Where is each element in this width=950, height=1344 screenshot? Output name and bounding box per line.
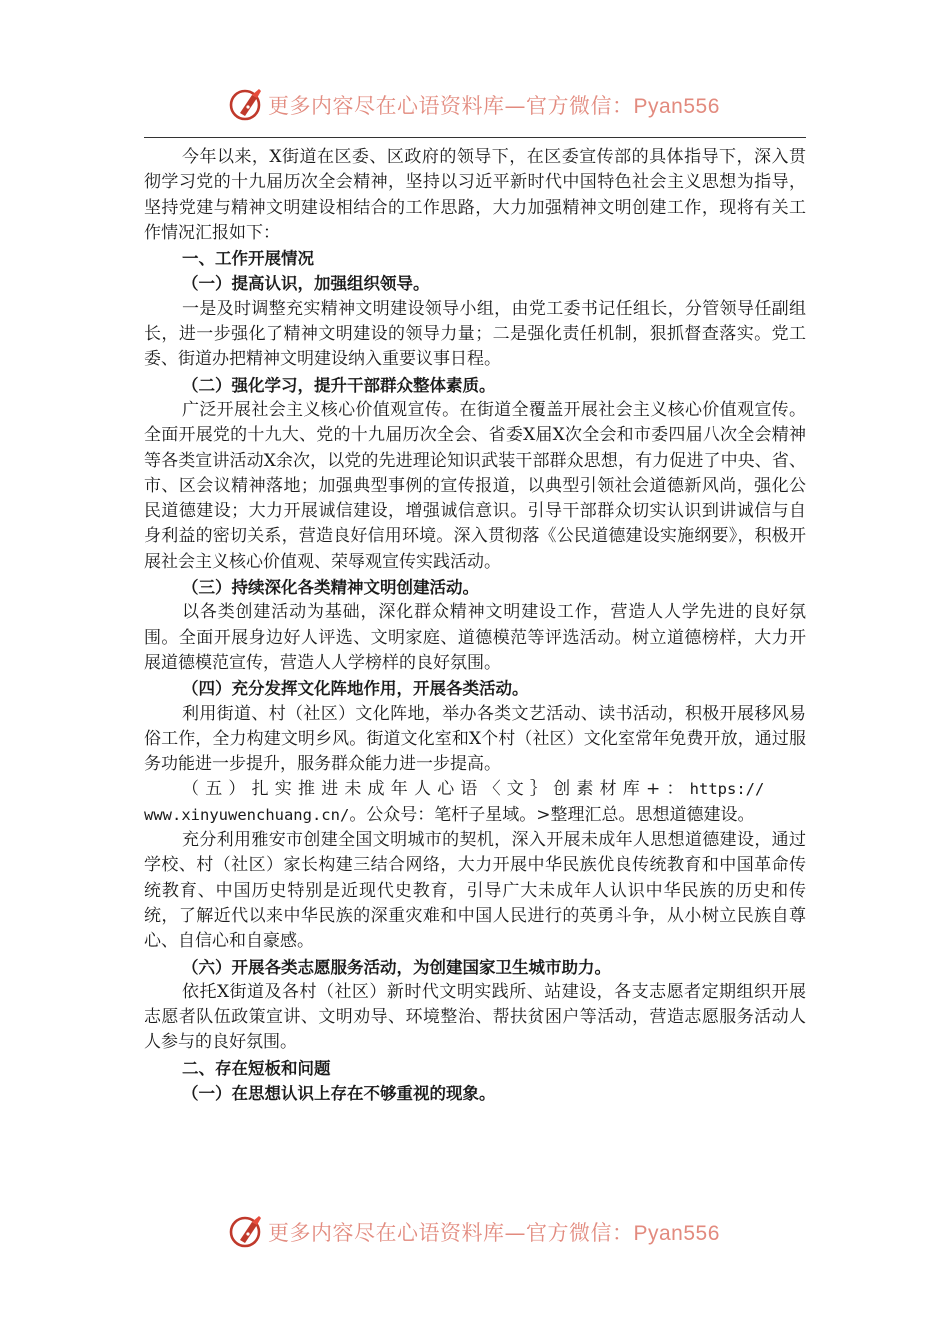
section-4-text: 利用街道、村（社区）文化阵地，举办各类文艺活动、读书活动，积极开展移风易俗工作，全力构建文明乡风。街道文化室和X个村（社区）文化室常年免费开放，通过服务功能进一步提升，服务群众能力进一步提高。: [144, 703, 806, 775]
banner-text: 更多内容尽在心语资料库—官方微信：Pyan556: [268, 1221, 720, 1245]
section-3-title: （三）持续深化各类精神文明创建活动。: [182, 578, 479, 598]
section-1-title: （一）提高认识，加强组织领导。: [182, 274, 430, 294]
problem-1-title: （一）在思想认识上存在不够重视的现象。: [182, 1083, 496, 1103]
section-6-title: （六）开展各类志愿服务活动，为创建国家卫生城市助力。: [182, 957, 611, 977]
heading-1: 一、工作开展情况: [182, 249, 314, 269]
section-1-text: 一是及时调整充实精神文明建设领导小组，由党工委书记任组长，分管领导任副组长，进一步强化了精神文明建设的领导力量；二是强化责任机制，狠抓督查落实。党工委、街道办把精神文明建设纳入重要议事日程。: [144, 298, 806, 370]
section-5-url: www.xinyuwenchuang.cn/: [144, 805, 350, 824]
section-5-heading-line-2: www.xinyuwenchuang.cn/。公众号：笔杆子星域。>整理汇总。思想道德建设。: [144, 804, 755, 825]
section-2-text: 广泛开展社会主义核心价值观宣传。在街道全覆盖开展社会主义核心价值观宣传。全面开展党的十九大、党的十九届历次全会、省委X届X次全会和市委四届八次全会精神等各类宣讲活动X余次，以党的先进理论知识武装干部群众思想，有力促进了中央、省、市、区会议精神落地；加强典型事例的宣传报道，以典型引领社会道德新风尚，强化公民道德建设；大力开展诚信建设，增强诚信意识。引导干部群众切实认识到讲诚信与自身利益的密切关系，营造良好信用环境。深入贯彻落《公民道德建设实施纲要》，积极开展社会主义核心价值观、荣辱观宣传实践活动。: [144, 399, 806, 572]
intro-paragraph: 今年以来，X街道在区委、区政府的领导下，在区委宣传部的具体指导下，深入贯彻学习党的十九届历次全会精神，坚持以习近平新时代中国特色社会主义思想为指导，坚持党建与精神文明建设相结合的工作思路，大力加强精神文明创建工作，现将有关工作情况汇报如下：: [144, 147, 806, 243]
wechat-id: Pyan556: [633, 1222, 720, 1245]
footer-banner: [0, 1211, 950, 1251]
banner-text: 更多内容尽在心语资料库—官方微信：Pyan556: [268, 94, 720, 118]
wechat-id: Pyan556: [633, 95, 720, 118]
section-5-url-start: https://: [689, 780, 765, 799]
pen-nib-circle-icon: [228, 1213, 264, 1249]
header-banner: [0, 84, 950, 124]
section-4-title: （四）充分发挥文化阵地作用，开展各类活动。: [182, 679, 529, 699]
heading-2: 二、存在短板和问题: [182, 1058, 331, 1078]
header-rule: [144, 137, 806, 138]
section-2-title: （二）强化学习，提升干部群众整体素质。: [182, 375, 496, 395]
section-6-text: 依托X街道及各村（社区）新时代文明实践所、站建设，各支志愿者定期组织开展志愿者队伍政策宣讲、文明劝导、环境整治、帮扶贫困户等活动，营造志愿服务活动人人参与的良好氛围。: [144, 981, 806, 1053]
section-3-text: 以各类创建活动为基础，深化群众精神文明建设工作，营造人人学先进的良好氛围。全面开展身边好人评选、文明家庭、道德模范等评选活动。树立道德榜样，大力开展道德模范宣传，营造人人学榜样的良好氛围。: [144, 602, 806, 673]
section-5-text: 充分利用雅安市创建全国文明城市的契机，深入开展未成年人思想道德建设，通过学校、村（社区）家长构建三结合网络，大力开展中华民族优良传统教育和中国革命传统教育、中国历史特别是近现代史教育，引导广大未成年人认识中华民族的历史和传统，了解近代以来中华民族的深重灾难和中国人民进行的英勇斗争，从小树立民族自尊心、自信心和自豪感。: [144, 830, 806, 952]
document-body: [144, 145, 806, 1106]
section-5-heading-line: （五）扎实推进未成年人心语〈文｝创素材库+：https://: [182, 779, 765, 800]
pen-nib-circle-icon: [228, 86, 264, 122]
